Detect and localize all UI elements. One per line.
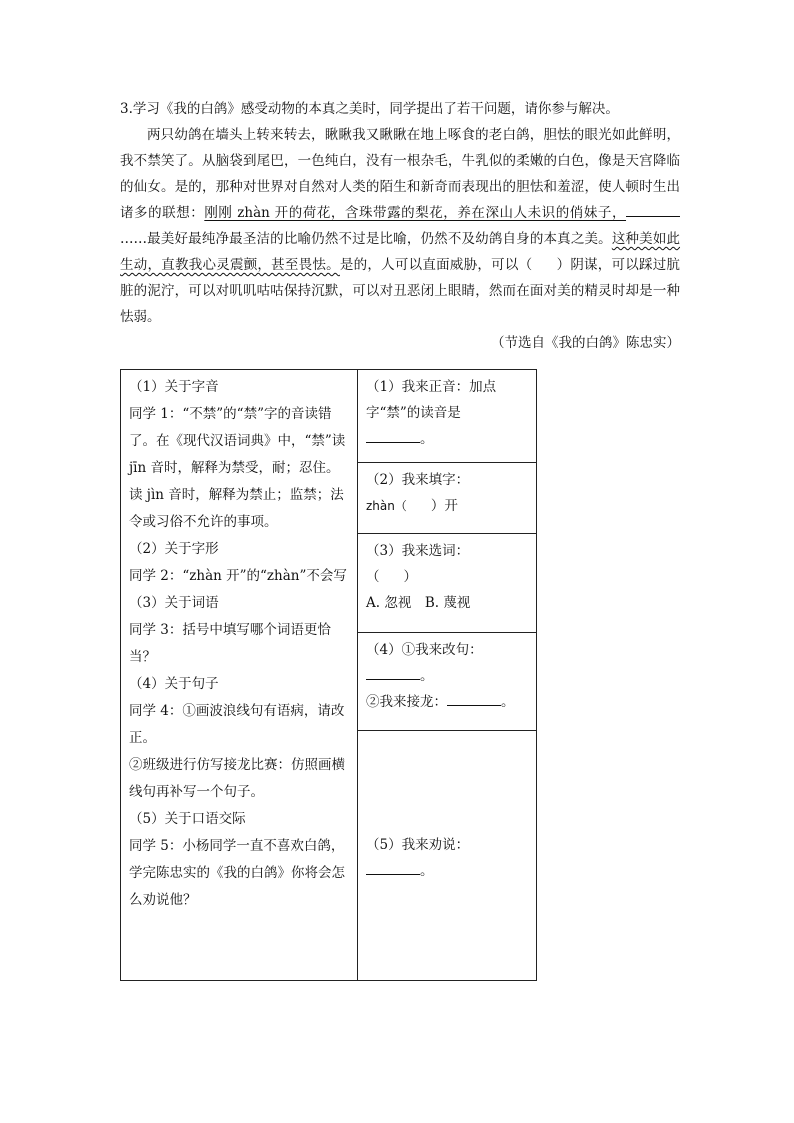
right-cell-1: [358, 370, 537, 463]
right-4-prompt-b: ②我来接龙：: [366, 694, 447, 710]
answer-blank-4b[interactable]: [447, 691, 501, 706]
left-item-1-title: （1）关于字音: [129, 379, 219, 395]
left-item-4-title: （4）关于句子: [129, 676, 219, 692]
right-3-close: ）: [403, 569, 417, 585]
underlined-sentence: 刚刚 zhàn 开的荷花，含珠带露的梨花，养在深山人未识的俏妹子，: [204, 205, 627, 221]
question-title: 3.学习《我的白鸽》感受动物的本真之美时，同学提出了若干问题，请你参与解决。: [120, 101, 619, 117]
right-4-end-a: 。: [420, 668, 434, 684]
passage-text-1: 两只幼鸽在墙头上转来转去，瞅瞅我又瞅瞅在地上啄食的老白鸽，胆怯的眼光如此鲜明，我不禁笑了。从脑袋到尾巴，一色纯白，没有一根杂毛，牛乳似的柔嫩的白色，像是天宫降临的仙女。是的，那种对世界对自然对人类的陌生和新奇而表现出的胆怯和羞涩，使人顿时生出诸多的联想：: [120, 127, 680, 221]
right-cell-4: [358, 633, 537, 731]
passage-text-3: 是的，人可以直面威胁，可以（: [339, 257, 533, 273]
right-cell-5: [358, 731, 537, 981]
left-item-5-title: （5）关于口语交际: [129, 811, 246, 827]
left-item-1-text-b: 读 jìn 音时，解释为禁止；监禁；法令或习俗不允许的事项。: [129, 487, 344, 530]
left-item-2-text: 同学 2：“zhàn 开”的“zhàn”不会写: [129, 568, 347, 584]
left-item-4-text-b: ②班级进行仿写接龙比赛：仿照画横线句再补写一个句子。: [129, 757, 345, 800]
passage-text-2: ……最美好最纯净最圣洁的比喻仍然不过是比喻，仍然不及幼鸽自身的本真之美。: [120, 231, 612, 247]
left-item-2-title: （2）关于字形: [129, 541, 219, 557]
left-item-5-text: 同学 5：小杨同学一直不喜欢白鸽，学完陈忠实的《我的白鸽》你将会怎么劝说他？: [129, 838, 345, 908]
fill-blank[interactable]: [626, 202, 680, 217]
left-column: [121, 370, 358, 981]
right-2-end: ）开: [430, 498, 458, 514]
right-cell-3: [358, 534, 537, 633]
passage-text-4: ）阴谋，可以踩过肮脏的泥泞，可以对叽叽咕咕保持沉默，可以对丑恶闭上眼睛，然而在面对美的精灵时却是一种怯弱。: [120, 257, 681, 325]
right-5-end: 。: [420, 862, 434, 879]
right-1-prompt: （1）我来正音：加点字“禁”的读音是: [366, 379, 497, 421]
answer-blank-4a[interactable]: [366, 665, 420, 680]
right-2-pinyin: zhàn（: [366, 499, 407, 513]
right-cell-2: [358, 463, 537, 534]
left-item-4-text: 同学 4：①画波浪线句有语病，请改正。: [129, 703, 345, 746]
question-block: [120, 96, 680, 356]
left-item-1-text: 同学 1：“不禁”的“禁”字的音读错了。在《现代汉语词典》中，“禁”读 jīn 音时，解释为禁受，耐；忍住。: [129, 406, 346, 476]
right-3-prompt: （3）我来选词：: [366, 543, 470, 559]
source-citation: （节选自《我的白鸽》陈忠实）: [491, 335, 680, 351]
right-2-prompt: （2）我来填字：: [366, 472, 470, 488]
left-item-3-title: （3）关于词语: [129, 595, 219, 611]
right-4-end-b: 。: [501, 694, 515, 710]
right-1-end: 。: [420, 431, 434, 447]
answer-blank-5[interactable]: [366, 860, 420, 875]
right-3-options: A. 忽视 B. 蔑视: [366, 595, 471, 611]
right-3-open: （: [366, 569, 380, 585]
left-item-3-text: 同学 3：括号中填写哪个词语更恰当？: [129, 622, 331, 665]
right-5-prompt: （5）我来劝说：: [366, 836, 470, 853]
answer-blank-1[interactable]: [366, 428, 420, 443]
answer-table: [120, 369, 537, 981]
passage: [120, 122, 680, 330]
right-4-prompt: （4）①我来改句：: [366, 642, 483, 658]
wavy-underlined-sentence: 这种美如此生动，直教我心灵震颤，甚至畏怯。: [120, 231, 681, 273]
